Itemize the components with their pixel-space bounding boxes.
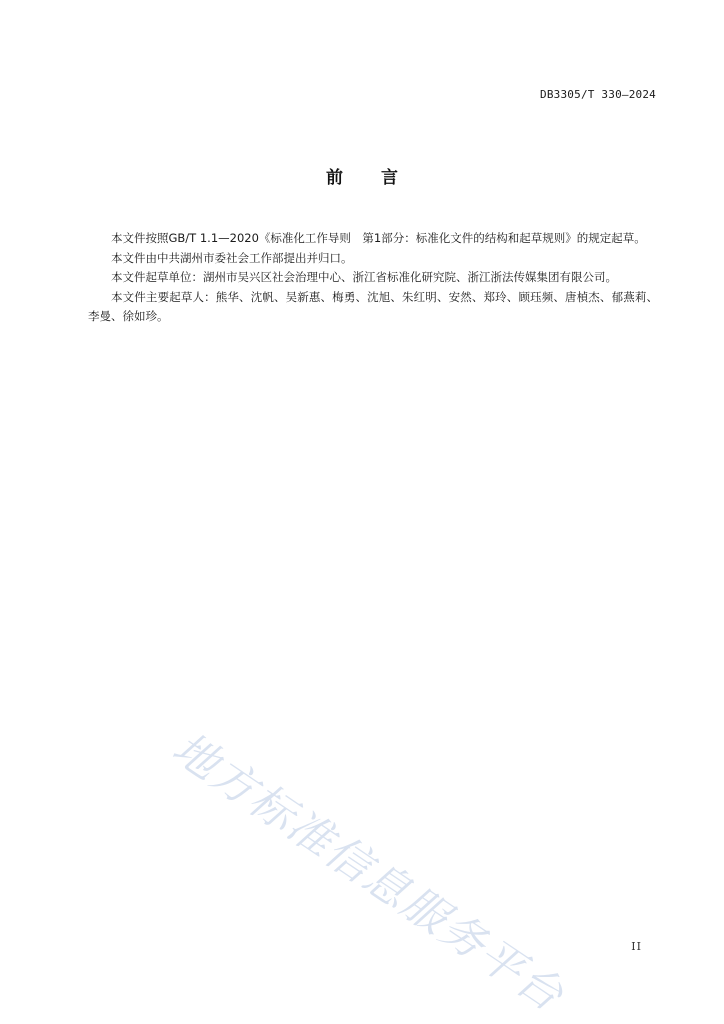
paragraph-proposer: 本文件由中共湖州市委社会工作部提出并归口。: [111, 250, 353, 265]
paragraph-drafting-units: 本文件起草单位：湖州市吴兴区社会治理中心、浙江省标准化研究院、浙江浙法传媒集团有限公司。: [111, 270, 617, 284]
watermark: 地方标准信息服务平台: [163, 722, 574, 1023]
page-title: 前言: [326, 168, 436, 188]
paragraph-drafters: 本文件主要起草人：熊华、沈帆、吴新惠、梅勇、沈旭、朱红明、安然、郑玲、顾珏频、唐楨杰、郁燕莉、李曼、徐如珍。: [88, 289, 658, 323]
foreword-body: [88, 229, 658, 327]
paragraph-drafting-basis: 本文件按照GB/T 1.1—2020《标准化工作导则 第1部分：标准化文件的结构和起草规则》的规定起草。: [111, 231, 646, 245]
document-code: DB3305/T 330—2024: [540, 88, 656, 101]
page-number: II: [631, 940, 642, 953]
